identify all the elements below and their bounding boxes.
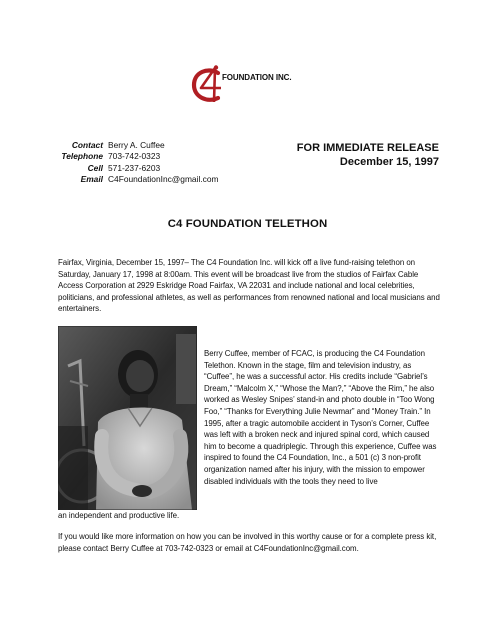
bio-paragraph: Berry Cuffee, member of FCAC, is producing the C4 Foundation Telethon. Known in the stage, film and television industry, as “Cuffee”, he was a successful actor. His credits include “Gabriel’s Dream,” “Malcolm X,” “Whose the Man?,” “Above the Rim,” he also worked as Wesley Snipes’ stand-in and photo double in “Too Wong Foo,” “Thanks for Everything Julie Newmar” and “Money Train.” In 1995, after a tragic automobile accident in Tyson’s Corner, Cuffee was left with a broken neck and injured spinal cord, which caused him to become a quadriplegic. Through this experience, Cuffee was inspired to found the C4 Foundation, Inc., a 501 (c) 3 non-profit organization named after his injury, with the mission to empower disabled individuals with the tools they need to live — [204, 349, 437, 486]
contact-value: Berry A. Cuffee — [108, 140, 165, 150]
email-row — [56, 174, 218, 185]
email-label: Email — [80, 174, 103, 185]
release-date: December 15, 1997 — [339, 156, 439, 168]
bio-paragraph-ending: an independent and productive life. — [58, 511, 180, 520]
document-title: C4 FOUNDATION TELETHON — [167, 218, 328, 230]
contact-row — [56, 140, 218, 151]
portrait-photo — [58, 326, 197, 510]
contact-paragraph: If you would like more information on how you can be involved in this worthy cause or for a complete press kit, please contact Berry Cuffee at 703-742-0323 or email at C4FoundationInc@gmail.com. — [58, 532, 437, 553]
release-line: FOR IMMEDIATE RELEASE — [296, 142, 439, 154]
intro-paragraph: Fairfax, Virginia, December 15, 1997– The C4 Foundation Inc. will kick off a live fund-raising telethon on Saturday, January 17, 1998 at 8:00am. This event will be broadcast live from the studios of Fairfax Cable Access Corporation at 2929 Eskridge Road Fairfax, VA 22031 and include national and local celebrities, politicians, and professional athletes, as well as performances from renowned national and local musicians and entertainers. — [58, 258, 440, 314]
cell-label: Cell — [87, 162, 103, 173]
c4-foundation-logo — [190, 64, 320, 106]
cell-value: 571-237-6203 — [108, 162, 161, 173]
cell-row — [56, 163, 218, 174]
logo-foundation-name: FOUNDATION INC. — [222, 73, 292, 82]
telephone-row — [56, 151, 218, 162]
contact-label: Contact — [71, 140, 103, 150]
release-header — [297, 141, 439, 169]
email-value: C4FoundationInc@gmail.com — [108, 174, 219, 185]
telephone-label: Telephone — [61, 151, 103, 162]
contact-block — [56, 140, 218, 186]
telephone-value: 703-742-0323 — [108, 151, 161, 162]
